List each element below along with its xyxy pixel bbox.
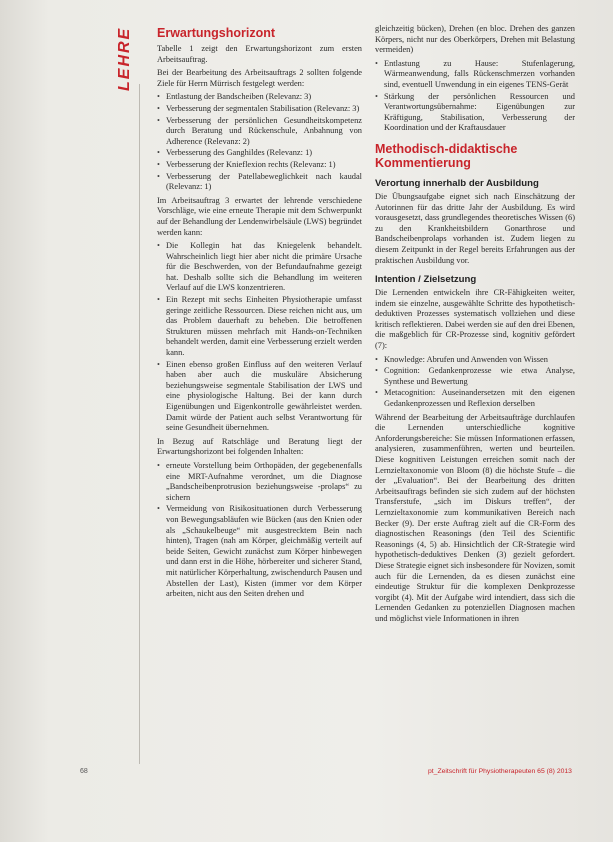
right-column <box>375 24 575 628</box>
list-item: • Verbesserung der Patellabeweglichkeit nach kaudal (Relevanz: 1) <box>157 172 362 193</box>
journal-footer: pt_Zeitschrift für Physiotherapeuten 65 (8) 2013 <box>428 768 572 775</box>
list-item: • Die Kollegin hat das Kniegelenk behandelt. Wahrscheinlich liegt hier aber nicht die primäre Ursache für die Beschwerden, von der Befundaufnahme gezeigt hat. Deshalb sollte sich die Behandlung im weiteren Verlauf auf die LWS konzentrieren. <box>157 241 362 294</box>
divider <box>139 84 140 764</box>
list-item: • Metacognition: Auseinandersetzen mit den eigenen Gedankenprozessen und Reflexion derselben <box>375 388 575 409</box>
heading-erwartungshorizont: Erwartungshorizont <box>157 26 276 40</box>
list-item: • Verbesserung der Knieflexion rechts (Relevanz: 1) <box>157 160 362 171</box>
subheading-verortung: Verortung innerhalb der Ausbildung <box>375 177 539 189</box>
list-item: • Verbesserung der persönlichen Gesundheitskompetenz durch Beratung und Rückenschule, Anbahnung von Adherence (Relevanz: 2) <box>157 116 362 148</box>
paragraph: Die Lernenden entwickeln ihre CR-Fähigkeiten weiter, indem sie einzelne, ausgewählte Schritte des hypothetisch-deduktiven Prozesses systematisch vollziehen und diese kritisch reflektieren. Dabei werden sie auf den drei Ebenen, die maßgeblich für CR-Prozesse sind, kognitiv gefördert (7): <box>375 288 575 351</box>
subheading-intention: Intention / Zielsetzung <box>375 274 477 286</box>
levels-list <box>375 355 575 410</box>
paragraph: Die Übungsaufgabe eignet sich nach Einschätzung der Autorinnen für das dritte Jahr der Ausbildung. Es wird vorausgesetzt, dass grundlegendes theoretisches Wissen (6) zu den Krankheitsbildern Gonarthrose und Bandscheibenprolaps vorhanden ist. Zudem liegen zu diesem Zeitpunkt in der Regel bereits Erfahrungen aus der praktischen Ausbildung vor. <box>375 191 575 265</box>
paragraph: Bei der Bearbeitung des Arbeitsauftrags 2 sollten folgende Ziele für Herrn Mürrisch festgelegt werden: <box>157 68 362 88</box>
paragraph: In Bezug auf Ratschläge und Beratung liegt der Erwartungshorizont bei folgenden Inhalten: <box>157 436 362 457</box>
list-item: • Entlastung der Bandscheiben (Relevanz: 3) <box>157 92 362 103</box>
heading-methodisch: Methodisch-didaktische Kommentierung <box>375 141 518 170</box>
reasons-list <box>157 241 362 434</box>
section-label: LEHRE <box>116 26 133 92</box>
list-item: • Entlastung zu Hause: Stufenlagerung, Wärmeanwendung, falls Rückenschmerzen vorhanden sind, eventuell Unwendung in ein eigenes TENS-Gerät <box>375 59 575 91</box>
list-item: • Stärkung der persönlichen Ressourcen und Verantwortungsübernahme: Eigenübungen zur Kräftigung, Stabilisation, Verbesserung der Koordination und der Kraftausdauer <box>375 92 575 134</box>
list-item: • Cognition: Gedankenprozesse wie etwa Analyse, Synthese und Bewertung <box>375 366 575 387</box>
list-item: • Vermeidung von Risikosituationen durch Verbesserung von Bewegungsabläufen wie Bücken (aus den Knien oder als „Schaukelbeuge“ mit ausgestrecktem Bein nach hinten), Tragen (nah am Körper, gleichmäßig verteilt auf beide Seiten, Gewicht zunächst zum Körper hinbewegen und dann erst in die Höhe, hörbereiter und sicherer Stand, mit natürlicher Körperhaltung, zwischendurch Pausen und Abstellen der Last), Kisten (immer vor dem Körper arbeiten, nicht aus den Seiten drehen und <box>157 504 362 599</box>
list-item: • Verbesserung der segmentalen Stabilisation (Relevanz: 3) <box>157 104 362 115</box>
home-list <box>375 59 575 134</box>
advice-list <box>157 461 362 600</box>
paragraph: Tabelle 1 zeigt den Erwartungshorizont zum ersten Arbeitsauftrag. <box>157 44 362 64</box>
paragraph: Im Arbeitsauftrag 3 erwartet der lehrende verschiedene Vorschläge, wie eine erneute Therapie mit dem Schwerpunkt auf der Behandlung der Lendenwirbelsäule (LWS) begründet werden kann: <box>157 195 362 237</box>
list-item: • Knowledge: Abrufen und Anwenden von Wissen <box>375 355 575 366</box>
list-item: • erneute Vorstellung beim Orthopäden, der gegebenenfalls eine MRT-Aufnahme verordnet, um die Diagnose „Bandscheibenprotrusion beziehungsweise -prolaps“ zu sichern <box>157 461 362 503</box>
page-number: 68 <box>80 768 88 775</box>
list-item: • Verbesserung des Ganghildes (Relevanz: 1) <box>157 148 362 159</box>
list-item: • Einen ebenso großen Einfluss auf den weiteren Verlauf haben aber auch die muskuläre Absicherung beziehungsweise segmentale Stabilisation der LWS und eine physiologische Haltung. Bei der kann durch Eigenübungen und Eigenkontrolle gewährleistet werden. Damit würde der Patient auch selbst Verantwortung für seine Gesundheit übernehmen. <box>157 360 362 434</box>
paragraph: gleichzeitig bücken), Drehen (en bloc. Drehen des ganzen Körpers, nicht nur des Oberkörpers, Drehen mit Belastung vermeiden) <box>375 24 575 55</box>
left-column <box>157 26 362 603</box>
goals-list <box>157 92 362 192</box>
list-item: • Ein Rezept mit sechs Einheiten Physiotherapie umfasst geringe zeitliche Ressourcen. Diese reichen nicht aus, um das Problem dauerhaft zu beheben. Die betroffenen Strukturen müssen mehrfach mit Hands-on-Techniken behandelt werden, damit eine Verbesserung erzielt werden kann. <box>157 295 362 359</box>
paragraph: Während der Bearbeitung der Arbeitsaufträge durchlaufen die Lernenden unterschiedliche kognitive Anforderungsbereiche: Sie müssen Informationen erfassen, analysieren, zusammenführen, werten und beurteilen. Diese kognitiven Leistungen erreichen somit nach der Lernzieltaxonomie von Bloom (8) die höchste Stufe – die der „Evaluation“. Bei der Bearbeitung des dritten Arbeitsauftrags befinden sie sich zudem auf der höchsten Transferstufe, „sich im Diskurs treffen“, der Lernzieltaxonomie zum kommunikativen Bereich nach Becker (9). Der erste Auftrag zielt auf die CR-Form des diagnostischen Reasonings (den Teil des Scientific Reasonings (4, 5) ab. Hinsichtlich der CR-Strategie wird hypothetisch-deduktives Denken (3) gezielt gefordert. Diese Strategie eignet sich insbesondere für Novizen, somit auch für die Lernenden, da es diesen zunächst eine eindeutige Struktur für die komplexen Denkprozesse vorgibt (4). Mit der Aufgabe wird intendiert, dass sich die Lernenden Gedanken zu potenziellen Diagnosen machen und möglichst viele Informationen in ihren <box>375 412 576 623</box>
